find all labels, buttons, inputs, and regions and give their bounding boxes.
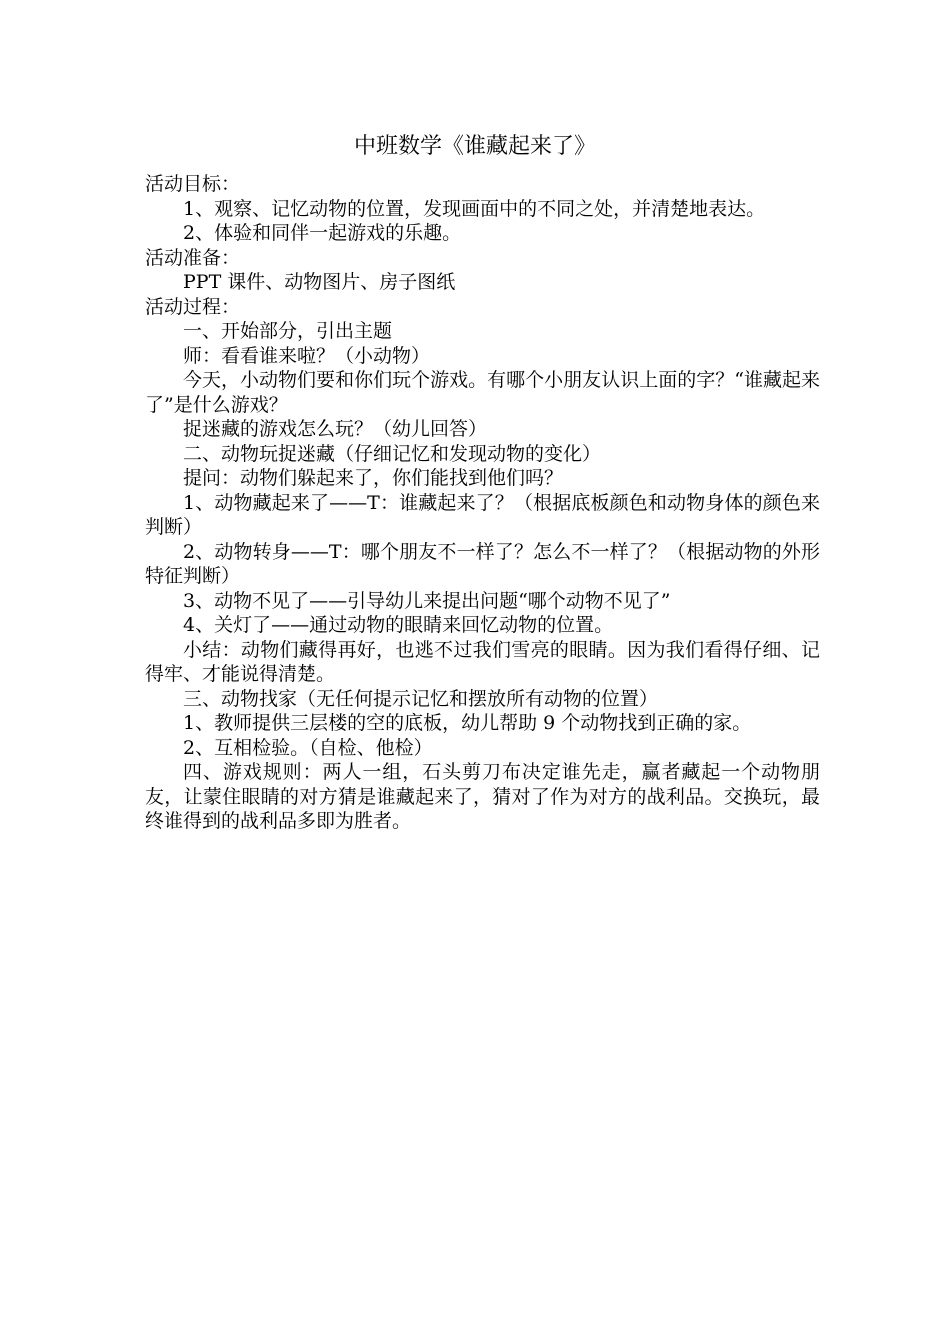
paragraph: 2、互相检验。（自检、他检） [183, 736, 433, 759]
paragraph: 2、体验和同伴一起游戏的乐趣。 [183, 222, 462, 244]
paragraph: 小结：动物们藏得再好，也逃不过我们雪亮的眼睛。因为我们看得仔细、记得牢、才能说得清楚。 [145, 638, 820, 685]
paragraph: 1、动物藏起来了——T：谁藏起来了？（根据底板颜色和动物身体的颜色来判断） [145, 491, 820, 538]
paragraph: 提问：动物们躲起来了，你们能找到他们吗？ [183, 467, 564, 489]
paragraph: 3、动物不见了——引导幼儿来提出问题“哪个动物不见了” [183, 589, 671, 612]
document-body [145, 172, 820, 834]
paragraph: 2、动物转身——T：哪个朋友不一样了？怎么不一样了？（根据动物的外形特征判断） [145, 540, 820, 587]
paragraph: 今天，小动物们要和你们玩个游戏。有哪个小朋友认识上面的字？“谁藏起来了”是什么游戏？ [145, 369, 820, 416]
paragraph: 1、教师提供三层楼的空的底板，幼儿帮助 9 个动物找到正确的家。 [183, 712, 752, 734]
paragraph: 4、关灯了——通过动物的眼睛来回忆动物的位置。 [183, 614, 614, 636]
paragraph: 一、开始部分，引出主题 [183, 320, 393, 342]
page-title: 中班数学《谁藏起来了》 [353, 134, 596, 159]
section-heading: 活动过程： [145, 295, 241, 318]
paragraph: 二、动物玩捉迷藏（仔细记忆和发现动物的变化） [183, 442, 602, 465]
paragraph: PPT 课件、动物图片、房子图纸 [183, 271, 456, 293]
section-heading: 活动目标： [145, 173, 241, 195]
paragraph: 四、游戏规则：两人一组，石头剪刀布决定谁先走，赢者藏起一个动物朋友，让蒙住眼睛的对方猜是谁藏起来了，猜对了作为对方的战利品。交换玩，最终谁得到的战利品多即为胜者。 [145, 761, 820, 832]
section-heading: 活动准备： [145, 246, 241, 269]
paragraph: 师：看看谁来啦？（小动物） [183, 344, 431, 367]
paragraph: 捉迷藏的游戏怎么玩？（幼儿回答） [183, 418, 488, 440]
paragraph: 三、动物找家（无任何提示记忆和摆放所有动物的位置） [183, 687, 659, 710]
paragraph: 1、观察、记忆动物的位置，发现画面中的不同之处，并清楚地表达。 [183, 197, 766, 220]
